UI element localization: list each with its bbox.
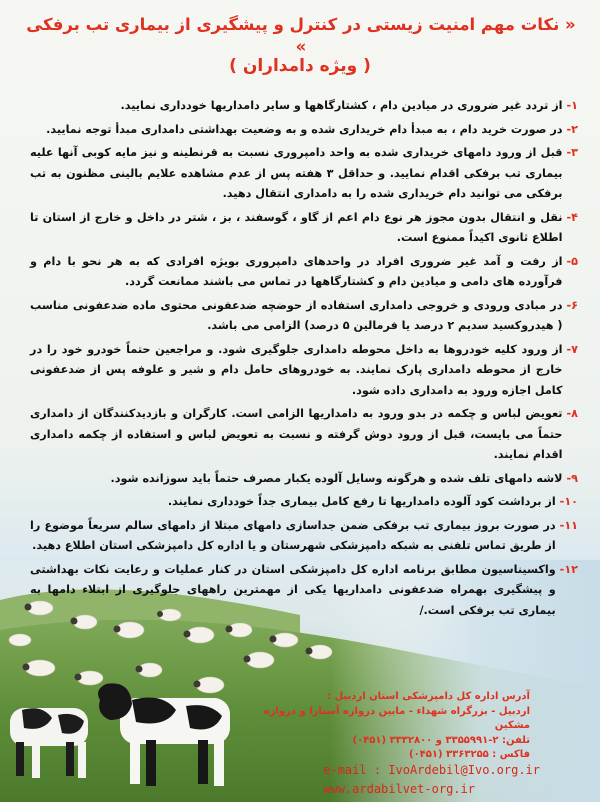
biosecurity-list (30, 96, 578, 624)
item-text: نقل و انتقال بدون مجوز هر نوع دام اعم از گاو ، گوسفند ، بز ، شتر در داخل و خارج از استان تا اطلاع ثانوی اکیداً ممنوع است. (30, 210, 563, 244)
item-number: ۸- (566, 407, 578, 420)
item-number: ۷- (566, 342, 578, 356)
item-number: ۱۱- (559, 518, 578, 532)
item-text: در صورت خرید دام ، به مبدأ دام خریداری شده و به وضعیت بهداشتی دامداری مبدأ توجه نمایید. (46, 122, 563, 136)
contact-phone: تلفن: ۲-۳۳۵۵۹۹۱ و ۳۳۳۲۸۰۰ (۰۴۵۱) (352, 734, 530, 746)
contact-website[interactable]: www.ardabilvet-org.ir (323, 782, 475, 796)
list-item (30, 516, 578, 557)
item-number: ۱۰- (559, 495, 578, 508)
item-text: قبل از ورود دامهای خریداری شده به واحد دامپروری نسبت به قرنطینه و نیز مایه کوبی آنها علیه بیماری تب برفکی اقدام نمایید. و حداقل ۳ هفته پس از عدم مشاهده علایم بالینی مظنون به تب برفکی می توانید دام خریداری شده را به دامداری انتقال دهید. (30, 146, 563, 200)
contact-block (230, 690, 530, 763)
list-item (30, 296, 578, 337)
item-number: ۳- (566, 146, 578, 159)
item-text: لاشه دامهای تلف شده و هرگونه وسایل آلوده یکبار مصرف حتماً باید سوزانده شود. (110, 471, 563, 485)
item-number: ۴- (566, 210, 578, 224)
list-item (30, 96, 578, 117)
item-number: ۹- (566, 471, 578, 485)
list-item (30, 252, 578, 293)
web-contact (323, 761, 540, 799)
item-text: واکسیناسیون مطابق برنامه اداره کل دامپزشکی استان در کنار عملیات و رعایت نکات بهداشتی و پیشگیری بهمراه ضدعفونی دامداریها یکی از مهمترین راههای جلوگیری از ابتلاء دامها به بیماری تب برفکی است./ (30, 562, 556, 617)
list-item (30, 560, 578, 622)
list-item (30, 404, 578, 466)
item-text: در مبادی ورودی و خروجی دامداری استفاده از حوضچه ضدعفونی محتوی ماده ضدعفونی مناسب ( هیدروکسید سدیم ۲ درصد یا فرمالین ۵ درصد) الزامی می باشد. (30, 298, 563, 332)
item-number: ۵- (566, 254, 578, 268)
item-text: از تردد غیر ضروری در میادین دام ، کشتارگاهها و سایر دامداریها خودداری نمایید. (120, 99, 563, 112)
list-item (30, 469, 578, 490)
item-number: ۱- (566, 99, 578, 112)
contact-email[interactable]: e-mail : IvoArdebil@Ivo.org.ir (323, 763, 540, 777)
item-text: در صورت بروز بیماری تب برفکی ضمن جداسازی دامهای مبتلا از دامهای سالم سریعاً موضوع را از طریق تماس تلفنی به شبکه دامپزشکی شهرستان و یا اداره کل دامپزشکی استان اطلاع دهید. (30, 518, 556, 552)
list-item (30, 143, 578, 205)
item-number: ۱۲- (559, 562, 578, 576)
list-item (30, 120, 578, 141)
item-number: ۲- (566, 122, 578, 136)
list-item (30, 208, 578, 249)
document-title: « نکات مهم امنیت زیستی در کنترل و پیشگیری از بیماری تب برفکی » (26, 15, 576, 56)
item-text: از رفت و آمد غیر ضروری افراد در واحدهای دامپروری بویژه افرادی که به هر نحو با دام و فرآورده های دامی و میادین دام و کشتارگاهها در تماس می باشند ممانعت گردد. (30, 254, 563, 288)
contact-fax: فاکس : ۳۳۶۳۲۵۵ (۰۴۵۱) (408, 749, 530, 760)
item-number: ۶- (566, 298, 578, 312)
contact-heading: آدرس اداره کل دامپزشکی استان اردبیل : (327, 691, 530, 702)
contact-address: اردبیل - بزرگراه شهداء - مابین دروازه آستارا و دروازه مشکین (263, 705, 530, 731)
item-text: از ورود کلیه خودروها به داخل محوطه دامداری جلوگیری شود. و مراجعین حتماً خودرو خود را در خارج از محوطه دامداری پارک نمایند. به خودروهای حامل دام و شیر و علوفه پس از ضدعفونی کامل اجازه ورود به دامداری داده شود. (30, 342, 563, 397)
item-text: از برداشت کود آلوده دامداریها تا رفع کامل بیماری جداً خودداری نمایند. (167, 495, 556, 508)
list-item (30, 340, 578, 402)
item-text: تعویض لباس و چکمه در بدو ورود به دامداریها الزامی است. کارگران و بازدیدکنندگان از دامداری حتماً می بایست، قبل از ورود دوش گرفته و نسبت به تعویض لباس و استفاده از چکمه دامداری اقدام نمایند. (30, 407, 563, 461)
list-item (30, 492, 578, 513)
document-subtitle: ( ویژه دامداران ) (229, 56, 371, 76)
